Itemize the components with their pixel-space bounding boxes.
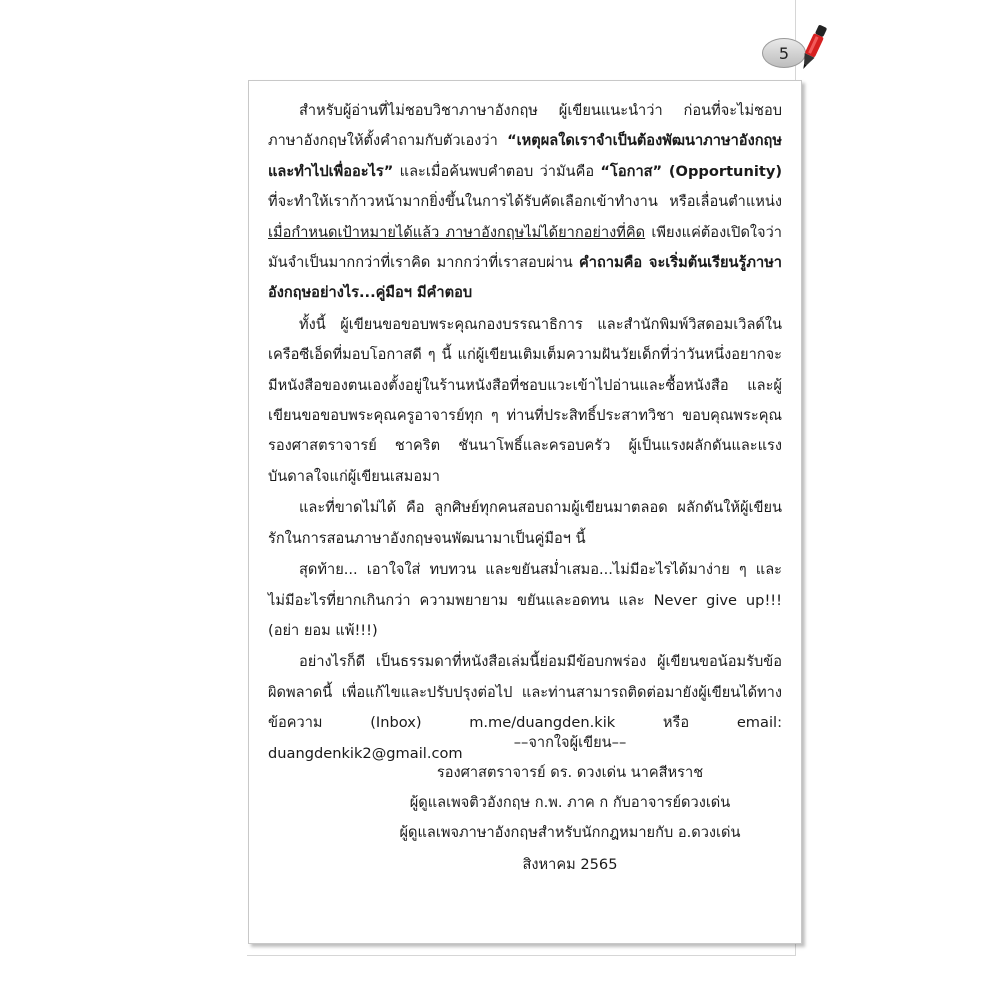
signature-from: ––จากใจผู้เขียน–– bbox=[513, 734, 627, 751]
page-number: 5 bbox=[778, 43, 790, 63]
paragraph-finally: สุดท้าย... เอาใจใส่ ทบทวน และขยันสม่ำเสมอ...ไม่มีอะไรได้มาง่าย ๆ และไม่มีอะไรที่ยากเกินกว่า ความพยายาม ขยันและอดทน และ Never give up!!! (อย่า ยอม แพ้!!!) bbox=[268, 561, 782, 639]
signature-date: สิงหาคม 2565 bbox=[522, 856, 618, 873]
intro-conclusion: คำถามคือ จะเริ่มต้นเรียนรู้ภาษาอังกฤษอย่างไร...คู่มือฯ มีคำตอบ bbox=[268, 254, 783, 302]
intro-text-2: และเมื่อค้นพบคำตอบ ว่ามันคือ bbox=[393, 162, 601, 180]
paragraph-contact: อย่างไรก็ดี เป็นธรรมดาที่หนังสือเล่มนี้ย่อมมีข้อบกพร่อง ผู้เขียนขอน้อมรับข้อผิดพลาดนี้ เพื่อแก้ไขและปรับปรุงต่อไป และท่านสามารถติดต่อมายังผู้เขียนได้ทางข้อความ (Inbox) m.me/duangden.kik หรือ email: duangdenkik2@gmail.com bbox=[268, 653, 782, 762]
intro-question: “เหตุผลใดเราจำเป็นต้องพัฒนาภาษาอังกฤษ และทำไปเพื่ออะไร” bbox=[268, 132, 782, 180]
pen-icon bbox=[798, 22, 828, 72]
intro-text-3: ที่จะทำให้เราก้าวหน้ามากยิ่งขึ้นในการได้รับคัดเลือกเข้าทำงาน หรือเลื่อนตำแหน่ง bbox=[268, 193, 782, 211]
signature-role-2: ผู้ดูแลเพจภาษาอังกฤษสำหรับนักกฎหมายกับ อ.ดวงเด่น bbox=[399, 824, 741, 841]
intro-underlined: เมื่อกำหนดเป้าหมายได้แล้ว ภาษาอังกฤษไม่ได้ยากอย่างที่คิด bbox=[268, 223, 646, 241]
paragraph-students: และที่ขาดไม่ได้ คือ ลูกศิษย์ทุกคนสอบถามผู้เขียนมาตลอด ผลักดันให้ผู้เขียนรักในการสอนภาษาอังกฤษจนพัฒนามาเป็นคู่มือฯ นี้ bbox=[268, 499, 782, 547]
paragraph-intro bbox=[268, 96, 782, 309]
intro-opportunity: “โอกาส” (Opportunity) bbox=[600, 162, 782, 180]
signature-role-1: ผู้ดูแลเพจติวอังกฤษ ก.พ. ภาค ก กับอาจารย์ดวงเด่น bbox=[409, 794, 731, 811]
intro-text-1: สำหรับผู้อ่านที่ไม่ชอบวิชาภาษาอังกฤษ ผู้เขียนแนะนำว่า ก่อนที่จะไม่ชอบภาษาอังกฤษให้ตั้งคำถามกับตัวเองว่า bbox=[268, 102, 782, 150]
signature-name: รองศาสตราจารย์ ดร. ดวงเด่น นาคสีหราช bbox=[436, 764, 704, 781]
body-text bbox=[268, 96, 782, 769]
intro-text-4: เพียงแค่ต้องเปิดใจว่ามันจำเป็นมากกว่าที่เราคิด มากกว่าที่เราสอบผ่าน bbox=[268, 223, 782, 272]
paragraph-thanks: ทั้งนี้ ผู้เขียนขอขอบพระคุณกองบรรณาธิการ และสำนักพิมพ์วิสดอมเวิลด์ในเครือซีเอ็ดที่มอบโอกาสดี ๆ นี้ แก่ผู้เขียนเติมเต็มความฝันวัยเด็กที่ว่าวันหนึ่งอยากจะมีหนังสือของตนเองตั้งอยู่ในร้านหนังสือที่ชอบแวะเข้าไปอ่านและซื้อหนังสือ และผู้เขียนขอขอบพระคุณครูอาจารย์ทุก ๆ ท่านที่ประสิทธิ์ประสาทวิชา ขอบคุณพระคุณ รองศาสตราจารย์ ชาคริต ชันนาโพธิ์และครอบครัว ผู้เป็นแรงผลักดันและแรงบันดาลใจแก่ผู้เขียนเสมอมา bbox=[268, 315, 782, 485]
